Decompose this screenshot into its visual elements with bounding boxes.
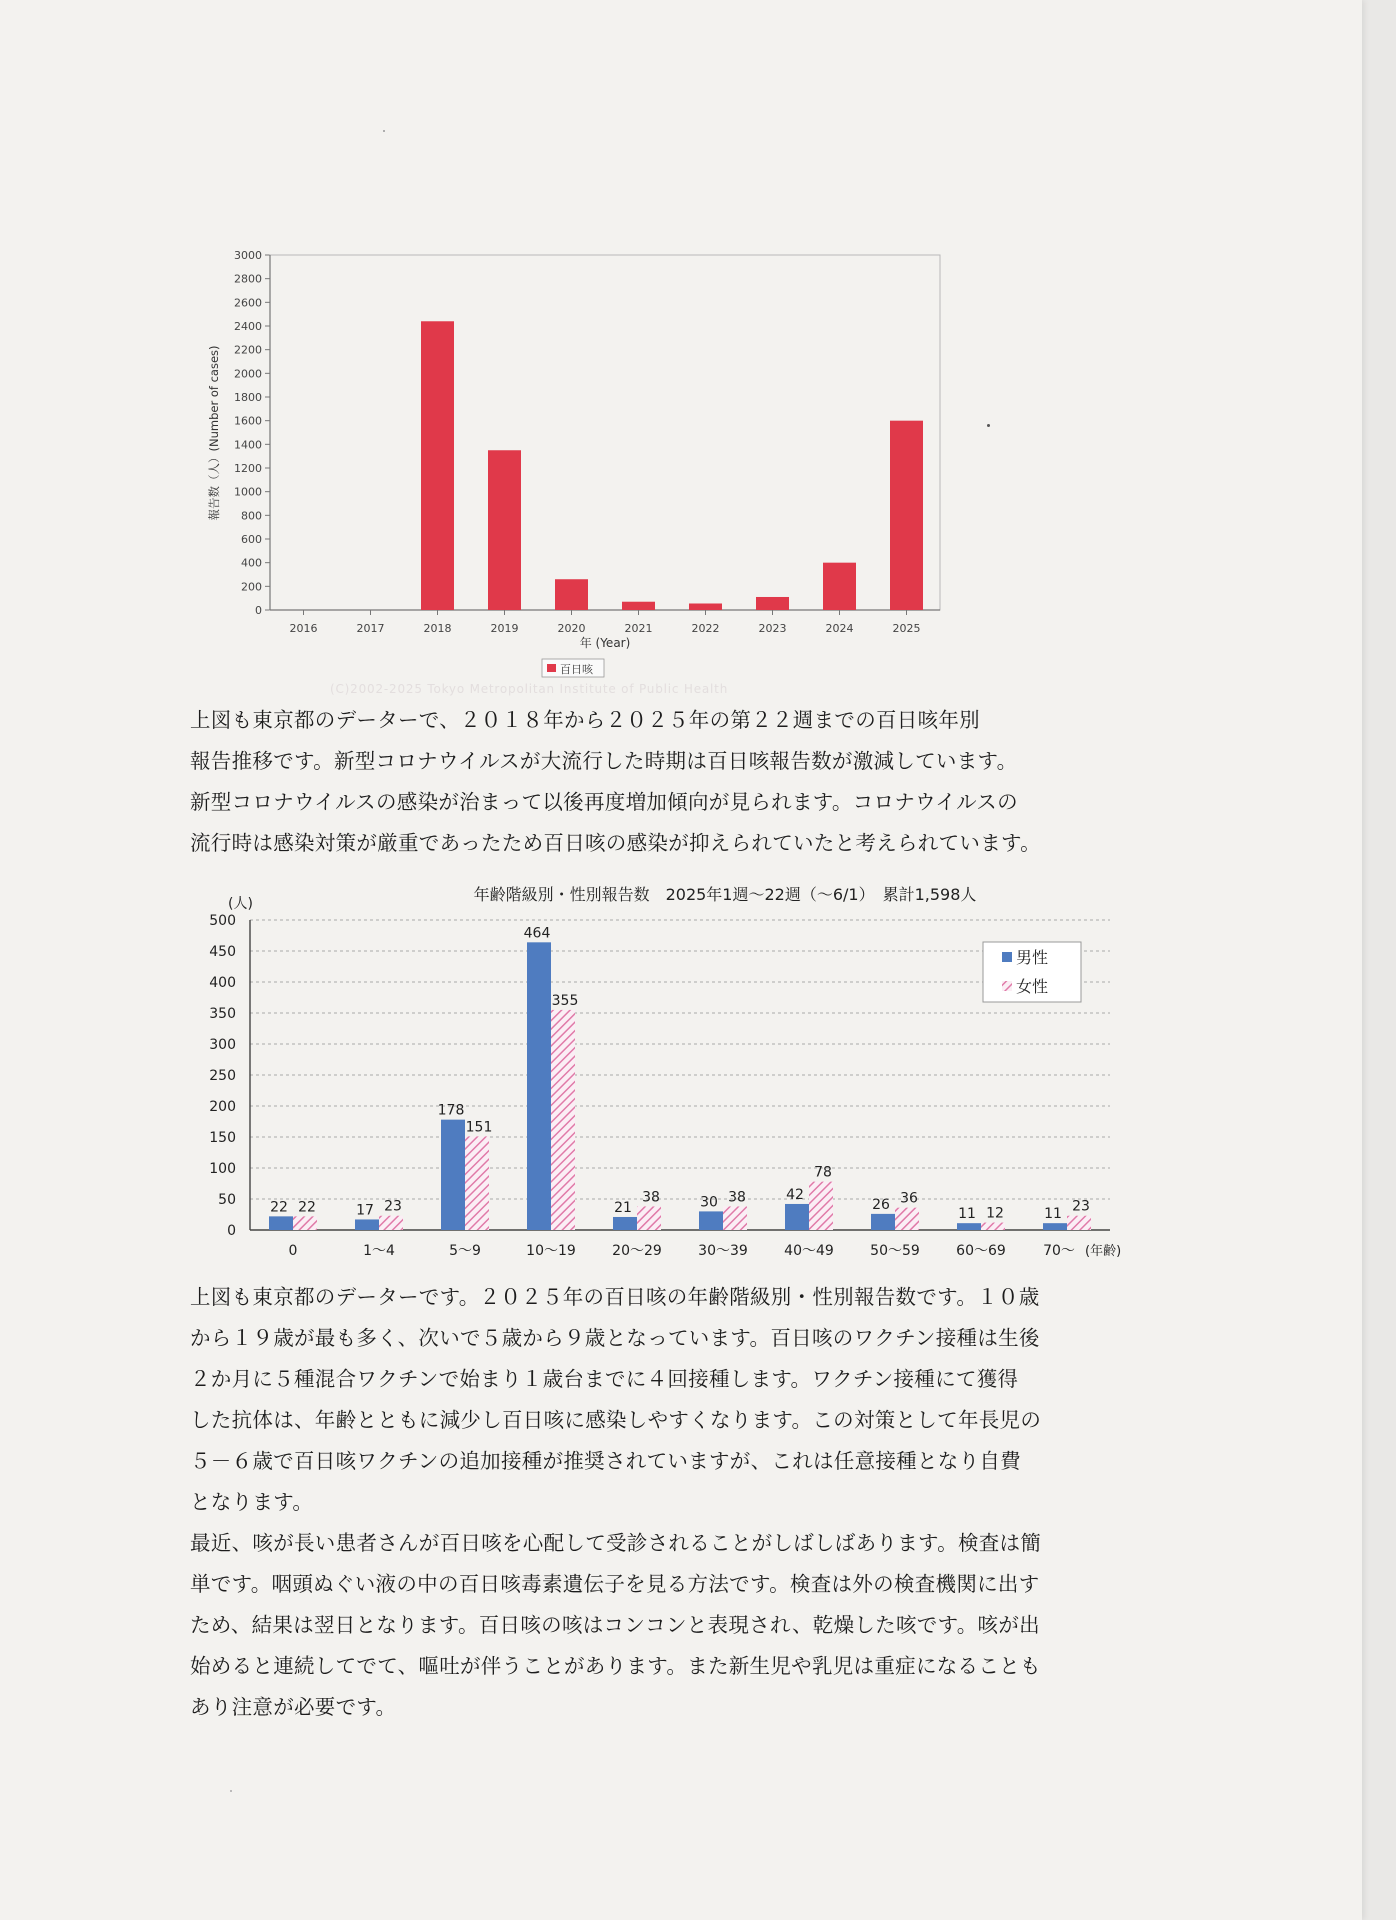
data-label-male: 42 [786, 1186, 804, 1203]
bar-2022 [689, 603, 722, 610]
y-tick-label: 400 [241, 556, 262, 570]
data-label-female: 23 [384, 1198, 402, 1215]
data-label-male: 26 [872, 1196, 890, 1213]
paper-speck [230, 1790, 232, 1792]
x-tick-label: 2018 [423, 622, 452, 635]
bar-female-40～49 [809, 1182, 833, 1230]
x-tick-label: 2020 [557, 622, 586, 635]
data-label-male: 11 [1044, 1206, 1062, 1223]
y-tick-label: 2800 [234, 272, 262, 286]
data-label-female: 38 [728, 1189, 746, 1206]
y-tick-label: 2000 [234, 367, 262, 381]
data-label-female: 23 [1072, 1198, 1090, 1215]
bar-female-0 [293, 1216, 317, 1230]
bar-male-30～39 [699, 1211, 723, 1230]
y-axis-label: 報告数（人）(Number of cases) [207, 345, 221, 521]
bar-male-40～49 [785, 1204, 809, 1230]
bar-2019 [488, 450, 521, 610]
y-tick-label: 250 [209, 1068, 236, 1084]
x-axis-label: 年 (Year) [579, 636, 631, 650]
x-tick-label: 2025 [892, 622, 921, 635]
paragraph-2: 上図も東京都のデーターです。２０２５年の百日咳の年齢階級別・性別報告数です。１０歳 から１９歳が最も多く、次いで５歳から９歳となっています。百日咳のワクチン接種は生後 ２か月に５種混合ワクチンで始まり１歳台までに４回接種します。ワクチン接種にて獲得 した抗体は、年齢とともに減少し百日咳に感染しやすくなります。この対策として年長児の ５－６歳で百日咳ワクチンの追加接種が推奨されていますが、これは任意接種となり自費 となります。 最近、咳が長い患者さんが百日咳を心配して受診されることがしばしばあります。検査は簡 単です。咽頭ぬぐい液の中の百日咳毒素遺伝子を見る方法です。検査は外の検査機関に出す ため、結果は翌日となります。百日咳の咳はコンコンと表現され、乾燥した咳です。咳が出 始めると連続してでて、嘔吐が伴うことがあります。また新生児や乳児は重症になることも あり注意が必要です。 [190, 1285, 1042, 1719]
legend-label: 百日咳 [560, 663, 593, 676]
y-tick-label: 2600 [234, 296, 262, 310]
y-tick-label: 1000 [234, 485, 262, 499]
x-tick-label: 5～9 [449, 1243, 481, 1259]
bar-2018 [421, 321, 454, 610]
data-label-female: 355 [551, 992, 579, 1009]
data-label-female: 36 [900, 1190, 918, 1207]
bar-female-30～39 [723, 1206, 747, 1230]
y-tick-label: 2200 [234, 343, 262, 357]
x-tick-label: 2021 [624, 622, 653, 635]
legend-swatch-female [1002, 981, 1012, 991]
y-tick-label: 400 [209, 975, 236, 991]
bar-male-50～59 [871, 1214, 895, 1230]
x-tick-label: 2023 [758, 622, 787, 635]
y-tick-label: 200 [209, 1099, 236, 1115]
x-tick-label: 70～ [1043, 1243, 1075, 1259]
y-tick-label: 100 [209, 1161, 236, 1177]
bar-female-10～19 [551, 1010, 575, 1230]
legend [983, 942, 1081, 1002]
y-tick-label: 500 [209, 913, 236, 929]
y-tick-label: 200 [241, 580, 262, 594]
data-label-female: 12 [986, 1205, 1004, 1222]
y-tick-label: 300 [209, 1037, 236, 1053]
age-sex-chart [190, 880, 1170, 1275]
x-tick-label: 2024 [825, 622, 854, 635]
x-tick-label: 50～59 [870, 1243, 920, 1259]
y-tick-label: 1600 [234, 414, 262, 428]
bar-male-1～4 [355, 1219, 379, 1230]
data-label-male: 464 [523, 925, 551, 942]
legend [542, 659, 604, 677]
y-tick-label: 50 [218, 1192, 236, 1208]
bar-female-5～9 [465, 1136, 489, 1230]
data-label-male: 30 [700, 1194, 718, 1211]
bar-2021 [622, 602, 655, 610]
data-label-male: 178 [437, 1102, 465, 1119]
x-tick-label: 30～39 [698, 1243, 748, 1259]
y-tick-label: 800 [241, 509, 262, 523]
y-tick-label: 3000 [234, 249, 262, 262]
data-label-female: 78 [814, 1164, 832, 1181]
x-tick-label: 60～69 [956, 1243, 1006, 1259]
y-tick-label: 0 [227, 1223, 236, 1239]
legend-swatch [547, 664, 556, 672]
paper-speck [383, 130, 385, 132]
bar-female-70～ [1067, 1216, 1091, 1230]
data-label-male: 21 [614, 1199, 632, 1216]
bar-male-0 [269, 1216, 293, 1230]
data-label-male: 22 [270, 1199, 288, 1216]
x-tick-label: 2017 [356, 622, 385, 635]
bar-male-5～9 [441, 1120, 465, 1230]
x-tick-label: 2022 [691, 622, 720, 635]
x-tick-label: 2016 [289, 622, 318, 635]
y-tick-label: 350 [209, 1006, 236, 1022]
bar-male-70～ [1043, 1223, 1067, 1230]
y-tick-label: 450 [209, 944, 236, 960]
yearly-reports-chart [190, 245, 970, 700]
y-tick-label: 1200 [234, 462, 262, 475]
bar-female-1～4 [379, 1216, 403, 1230]
bar-female-20～29 [637, 1206, 661, 1230]
legend-label-female: 女性 [1016, 977, 1049, 996]
bar-female-60～69 [981, 1223, 1005, 1230]
y-tick-label: 150 [209, 1130, 236, 1146]
data-label-female: 22 [298, 1199, 316, 1216]
paper-speck [987, 424, 990, 427]
x-tick-label: 0 [288, 1243, 298, 1259]
x-tick-label: 20～29 [612, 1243, 662, 1259]
data-label-male: 11 [958, 1206, 976, 1223]
x-tick-label: 2019 [490, 622, 519, 635]
data-label-female: 38 [642, 1189, 660, 1206]
bar-male-10～19 [527, 942, 551, 1230]
y-tick-label: 1400 [234, 438, 262, 452]
bar-2024 [823, 563, 856, 610]
paragraph-1: 上図も東京都のデーターで、２０１８年から２０２５年の第２２週までの百日咳年別 報告推移です。新型コロナウイルスが大流行した時期は百日咳報告数が激減しています。 新型コロナウイルスの感染が治まって以後再度増加傾向が見られます。コロナウイルスの 流行時は感染対策が厳重であったため百日咳の感染が抑えられていたと考えられています。 [190, 708, 1041, 855]
x-unit-label: (年齢) [1085, 1244, 1122, 1259]
chart-title: 年齢階級別・性別報告数 2025年1週～22週（～6/1） 累計1,598人 [473, 885, 977, 904]
bar-2020 [555, 579, 588, 610]
y-tick-label: 0 [255, 604, 262, 617]
bar-2025 [890, 421, 923, 610]
bar-male-20～29 [613, 1217, 637, 1230]
data-label-male: 17 [356, 1202, 374, 1219]
bar-male-60～69 [957, 1223, 981, 1230]
bar-2023 [756, 597, 789, 610]
y-unit-label: (人) [228, 896, 253, 912]
y-tick-label: 1800 [234, 391, 262, 404]
bar-female-50～59 [895, 1208, 919, 1230]
x-tick-label: 40～49 [784, 1243, 834, 1259]
y-tick-label: 600 [241, 533, 262, 546]
copyright-watermark: (C)2002-2025 Tokyo Metropolitan Institute of Public Health [330, 682, 729, 696]
legend-swatch-male [1002, 952, 1012, 962]
plot-frame [270, 255, 940, 610]
data-label-female: 151 [465, 1119, 493, 1136]
y-tick-label: 2400 [234, 320, 262, 333]
x-tick-label: 1～4 [363, 1243, 395, 1259]
legend-label-male: 男性 [1016, 948, 1049, 967]
x-tick-label: 10～19 [526, 1243, 576, 1259]
